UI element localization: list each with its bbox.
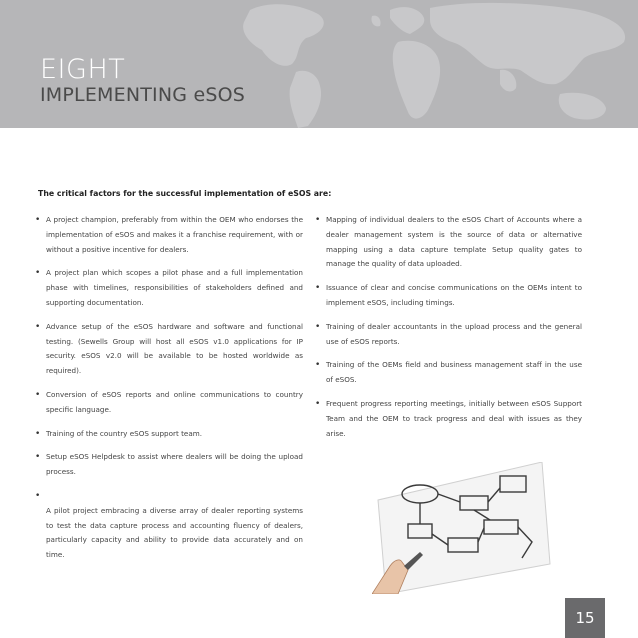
flowchart-illustration	[372, 462, 552, 594]
list-item: • A project champion, preferably from within the OEM who endorses the implementation of eSOS and makes it a franchise requirement, with or without a positive incentive for dealers.	[34, 213, 303, 257]
left-column	[34, 213, 303, 563]
chapter-title: IMPLEMENTING eSOS	[40, 84, 246, 106]
list-item: • Issuance of clear and concise communications on the OEMs intent to implement eSOS, including timings.	[314, 281, 582, 311]
intro-heading: The critical factors for the successful implementation of eSOS are:	[38, 189, 332, 198]
list-item: • Mapping of individual dealers to the eSOS Chart of Accounts where a dealer management system is the source of data or alternative mapping using a data capture template Setup quality gates to manage the quality of data uploaded.	[314, 213, 582, 272]
list-item: • Training of the country eSOS support team.	[34, 427, 303, 442]
list-item: • Setup eSOS Helpdesk to assist where dealers will be doing the upload process.	[34, 450, 303, 480]
list-item: • Training of the OEMs field and business management staff in the use of eSOS.	[314, 358, 582, 388]
chapter-number: EIGHT	[40, 54, 126, 85]
page-number: 15	[565, 598, 605, 638]
list-item: • Conversion of eSOS reports and online communications to country specific language.	[34, 388, 303, 418]
list-item: • Frequent progress reporting meetings, initially between eSOS Support Team and the OEM to track progress and deal with issues as they arise.	[314, 397, 582, 441]
list-item: • Training of dealer accountants in the upload process and the general use of eSOS reports.	[314, 320, 582, 350]
pilot-paragraph: A pilot project embracing a diverse array of dealer reporting systems to test the data capture process and accounting fluency of dealers, particularly capacity and ability to provide data accurately and on time.	[46, 505, 303, 560]
list-item: • Advance setup of the eSOS hardware and software and functional testing. (Sewells Group will host all eSOS v1.0 applications for IP security. eSOS v2.0 will be available to be hosted worldwide as required).	[34, 320, 303, 379]
header-banner	[0, 0, 638, 128]
right-column	[314, 213, 582, 450]
empty-list-item	[34, 489, 303, 504]
list-item: • A project plan which scopes a pilot phase and a full implementation phase with timelines, responsibilities of stakeholders defined and supporting documentation.	[34, 266, 303, 310]
